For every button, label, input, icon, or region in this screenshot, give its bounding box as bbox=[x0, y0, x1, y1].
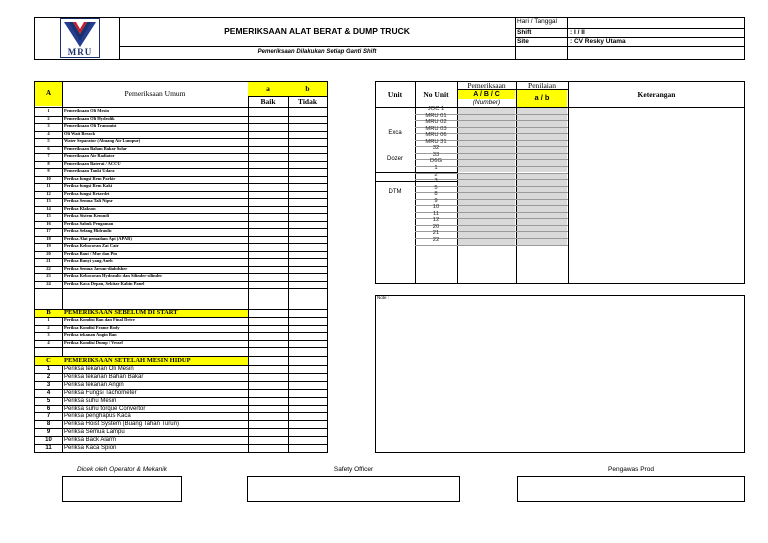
check-item-a-check-bad[interactable] bbox=[289, 252, 327, 259]
check-item-a-check-good[interactable] bbox=[249, 169, 287, 176]
check-item-c-check-good[interactable] bbox=[249, 390, 287, 397]
check-item-a-label: Periksa fungsi Retardet bbox=[64, 190, 110, 196]
check-item-a-label: Pemeriksaan Oli Mesin bbox=[64, 108, 109, 113]
check-item-a-check-good[interactable] bbox=[249, 259, 287, 266]
unit-number-label: JOC 1 bbox=[427, 106, 445, 112]
unit-number-label: MRU 31 bbox=[425, 138, 447, 145]
check-item-a-check-good[interactable] bbox=[249, 132, 287, 139]
document-title: PEMERIKSAAN ALAT BERAT & DUMP TRUCK bbox=[224, 26, 410, 36]
document-subtitle: Pemeriksaan Dilakukan Setiap Ganti Shift bbox=[257, 49, 377, 55]
check-item-a-label: Periksa Kebocoran Zat Cair bbox=[64, 243, 119, 248]
info-value-shift[interactable]: : I / II bbox=[570, 29, 585, 36]
check-item-a-number: 12 bbox=[46, 190, 51, 196]
check-item-b-check-bad[interactable] bbox=[289, 326, 327, 333]
right-col-line-4 bbox=[568, 81, 569, 284]
check-item-c-label: Periksa tekanan Angin bbox=[64, 381, 124, 388]
check-item-a-check-good[interactable] bbox=[249, 267, 287, 274]
check-item-a-label: Periksa Semua Tali Nipsr bbox=[64, 198, 113, 203]
check-item-b-number: 1 bbox=[47, 317, 50, 322]
check-item-a-label: Periksa Sistem Kemudi bbox=[64, 213, 109, 218]
section-b-top-line bbox=[34, 309, 328, 310]
unit-row-line bbox=[415, 245, 568, 246]
unit-number-label: MRU 02 bbox=[425, 119, 447, 126]
check-item-a-check-bad[interactable] bbox=[289, 154, 327, 161]
check-item-c-number: 7 bbox=[46, 413, 51, 420]
check-item-a-check-bad[interactable] bbox=[289, 267, 327, 274]
check-item-a-check-good[interactable] bbox=[249, 244, 287, 251]
unit-number-label: MRU 01 bbox=[425, 112, 447, 119]
check-item-a-check-bad[interactable] bbox=[289, 237, 327, 244]
no-unit-column-header: No Unit bbox=[423, 90, 449, 99]
check-item-a-check-bad[interactable] bbox=[289, 259, 327, 266]
check-item-a-number: 21 bbox=[46, 258, 51, 263]
signature-box-safety[interactable] bbox=[247, 476, 460, 502]
check-item-a-check-good[interactable] bbox=[249, 177, 287, 184]
check-item-c-number: 11 bbox=[45, 445, 52, 451]
unit-number-label: 2 bbox=[434, 171, 438, 178]
check-item-a-number: 23 bbox=[46, 273, 51, 278]
check-item-b-check-bad[interactable] bbox=[289, 341, 327, 348]
check-item-b-label: Periksa tekanan Angin Ban bbox=[64, 332, 117, 337]
check-item-a-number: 13 bbox=[46, 198, 51, 203]
check-item-a-check-bad[interactable] bbox=[289, 169, 327, 176]
info-divider bbox=[515, 17, 516, 60]
check-item-a-label: Pemeriksaan Baterai / ACCU bbox=[64, 160, 121, 166]
check-item-c-check-good[interactable] bbox=[249, 366, 287, 373]
check-item-a-label: Periksa Selang Hidraulic bbox=[64, 228, 113, 233]
check-item-a-number: 20 bbox=[46, 250, 51, 256]
check-item-a-label: Periksa Semua Jarum-diabdsher bbox=[64, 265, 128, 271]
check-item-a-number: 7 bbox=[47, 153, 50, 158]
unit-number-label: 10 bbox=[432, 204, 440, 211]
check-item-a-check-bad[interactable] bbox=[289, 184, 327, 191]
check-item-b-label: Periksa Kondisi Frame Body bbox=[64, 324, 120, 330]
check-item-c-check-good[interactable] bbox=[249, 429, 287, 436]
check-item-a-number: 14 bbox=[46, 205, 51, 211]
check-item-a-check-bad[interactable] bbox=[289, 244, 327, 251]
check-item-c-number: 6 bbox=[46, 405, 51, 412]
col-a-good-label: Baik bbox=[260, 97, 276, 106]
check-item-c-check-bad[interactable] bbox=[289, 429, 327, 436]
check-item-a-check-bad[interactable] bbox=[289, 139, 327, 146]
check-item-a-check-good[interactable] bbox=[249, 207, 287, 214]
check-item-a-number: 24 bbox=[46, 280, 51, 286]
signature-box-supervisor[interactable] bbox=[517, 476, 745, 502]
check-item-c-number: 4 bbox=[46, 389, 51, 396]
info-row-line-3 bbox=[515, 46, 745, 47]
check-item-a-check-good[interactable] bbox=[249, 229, 287, 236]
unit-group-label: Exca bbox=[388, 129, 402, 136]
section-a-label: A bbox=[45, 89, 52, 97]
check-item-a-label: Pemeriksaan Tanki Udara bbox=[64, 168, 115, 173]
check-item-a-check-bad[interactable] bbox=[289, 162, 327, 169]
check-item-a-check-good[interactable] bbox=[249, 252, 287, 259]
info-label-date: Hari / Tanggal bbox=[517, 18, 557, 25]
check-item-a-check-bad[interactable] bbox=[289, 117, 327, 124]
check-item-a-label: Pemeriksaan Bahan Bakar Solar bbox=[64, 145, 128, 151]
check-item-b-number: 4 bbox=[47, 339, 50, 345]
check-item-c-check-bad[interactable] bbox=[289, 366, 327, 373]
unit-number-label: D6G bbox=[430, 158, 442, 165]
check-item-a-check-bad[interactable] bbox=[289, 222, 327, 229]
section-c-title: PEMERIKSAAN SETELAH MESIN HIDUP bbox=[64, 357, 191, 364]
check-item-b-check-good[interactable] bbox=[249, 318, 287, 325]
check-item-a-check-good[interactable] bbox=[249, 274, 287, 281]
check-item-a-number: 18 bbox=[46, 235, 51, 241]
check-item-a-number: 9 bbox=[47, 168, 50, 173]
check-item-a-check-bad[interactable] bbox=[289, 147, 327, 154]
unit-group-label: DTM bbox=[388, 188, 402, 195]
check-item-c-line bbox=[34, 452, 328, 453]
rating-sub-header: a / b bbox=[534, 93, 550, 102]
check-item-c-check-bad[interactable] bbox=[289, 374, 327, 381]
check-item-c-label: Periksa suhu Mesin bbox=[64, 397, 117, 404]
unit-number-label: 9 bbox=[434, 197, 438, 204]
check-item-a-check-good[interactable] bbox=[249, 162, 287, 169]
check-item-a-label: Periksa Baut / Mur dan Pin bbox=[64, 250, 118, 256]
check-item-b-line bbox=[34, 347, 328, 348]
unit-group-label: Dozer bbox=[386, 155, 403, 162]
check-item-a-check-good[interactable] bbox=[249, 109, 287, 116]
check-item-c-check-bad[interactable] bbox=[289, 406, 327, 413]
check-item-a-number: 4 bbox=[47, 130, 50, 136]
check-item-c-number: 8 bbox=[46, 421, 51, 428]
check-item-c-label: Periksa penghapus Kaca bbox=[64, 413, 131, 420]
check-item-a-label: Oli Wait Breack bbox=[64, 130, 96, 136]
check-item-a-check-bad[interactable] bbox=[289, 109, 327, 116]
unit-column-header: Unit bbox=[387, 90, 403, 99]
col-b-bad-label: Tidak bbox=[297, 97, 318, 106]
check-item-c-number: 5 bbox=[46, 397, 51, 404]
check-item-c-label: Periksa Kaca Spion bbox=[64, 445, 117, 451]
check-item-c-number: 9 bbox=[46, 429, 51, 436]
check-item-a-number: 16 bbox=[46, 220, 51, 226]
check-item-c-number: 10 bbox=[45, 437, 52, 444]
unit-number-label: 3 bbox=[434, 178, 438, 185]
signature-label-safety: Safety Officer bbox=[333, 466, 374, 473]
section-c-label: C bbox=[46, 357, 51, 364]
check-item-c-check-good[interactable] bbox=[249, 421, 287, 428]
inspection-sub-header: A / B / C bbox=[473, 91, 500, 98]
check-item-b-number: 3 bbox=[47, 332, 50, 337]
check-item-a-check-good[interactable] bbox=[249, 214, 287, 221]
col-a-label: a bbox=[266, 84, 270, 93]
check-item-a-check-good[interactable] bbox=[249, 222, 287, 229]
info-row-line-1 bbox=[515, 28, 745, 29]
check-item-c-label: Periksa Hoist System (Buang Tahan Turun) bbox=[64, 421, 179, 428]
check-item-b-label: Periksa Kondisi Dump / Vessel bbox=[64, 339, 123, 345]
info-row-line-2 bbox=[515, 37, 745, 38]
check-item-a-check-good[interactable] bbox=[249, 147, 287, 154]
check-item-a-check-bad[interactable] bbox=[289, 132, 327, 139]
unit-number-label: 33 bbox=[432, 151, 440, 158]
check-item-c-check-bad[interactable] bbox=[289, 413, 327, 420]
check-item-a-check-bad[interactable] bbox=[289, 282, 327, 289]
check-item-c-label: Periksa tekanan Oli Mesin bbox=[64, 366, 134, 372]
unit-number-label: 32 bbox=[432, 145, 440, 152]
check-item-c-check-good[interactable] bbox=[249, 437, 287, 444]
check-item-b-check-good[interactable] bbox=[249, 326, 287, 333]
company-logo bbox=[60, 18, 100, 58]
unit-number-label: 11 bbox=[432, 210, 440, 217]
check-item-a-number: 19 bbox=[46, 243, 51, 248]
unit-number-label: MRU 06 bbox=[425, 132, 447, 139]
check-item-c-check-bad[interactable] bbox=[289, 421, 327, 428]
check-item-a-label: Periksa Kaca Depan, Sekitar Kabin Panel bbox=[64, 280, 145, 286]
check-item-a-label: Periksa fungsi Rem Kaki bbox=[64, 183, 113, 188]
check-item-b-check-good[interactable] bbox=[249, 341, 287, 348]
check-item-c-label: Periksa suhu torque Convertor bbox=[64, 405, 146, 412]
col-b-label: b bbox=[305, 84, 310, 93]
check-item-a-number: 6 bbox=[47, 145, 50, 151]
info-value-site[interactable]: : CV Resky Utama bbox=[570, 38, 626, 45]
check-item-c-check-good[interactable] bbox=[249, 398, 287, 405]
check-item-a-check-good[interactable] bbox=[249, 237, 287, 244]
unit-number-label: 5 bbox=[434, 184, 438, 191]
inspection-column-header: Pemeriksaan bbox=[467, 81, 506, 90]
info-label-shift: Shift bbox=[517, 29, 532, 36]
check-item-a-line bbox=[34, 288, 328, 289]
check-item-c-number: 1 bbox=[46, 366, 51, 372]
check-item-a-check-good[interactable] bbox=[249, 154, 287, 161]
rating-column-header: Penilaian bbox=[528, 81, 556, 90]
remarks-column-header: Keterangan bbox=[637, 90, 676, 99]
check-item-c-label: Periksa Back Alarm bbox=[64, 437, 117, 444]
unit-number-label: MRU 03 bbox=[425, 125, 447, 132]
check-item-c-check-bad[interactable] bbox=[289, 398, 327, 405]
check-item-a-check-bad[interactable] bbox=[289, 199, 327, 206]
general-inspection-heading: Pemeriksaan Umum bbox=[124, 89, 186, 98]
check-item-a-check-good[interactable] bbox=[249, 117, 287, 124]
check-item-c-check-good[interactable] bbox=[249, 374, 287, 381]
unit-number-label: 22 bbox=[432, 237, 440, 243]
info-label-divider bbox=[567, 17, 568, 60]
unit-number-label: 8 bbox=[434, 191, 438, 198]
check-item-a-label: Periksa Klakson bbox=[64, 205, 96, 211]
check-item-a-check-bad[interactable] bbox=[289, 177, 327, 184]
check-item-a-check-good[interactable] bbox=[249, 139, 287, 146]
logo-text: MRU bbox=[67, 47, 93, 57]
check-item-a-label: Periksa Alat pemadam Api (APAR) bbox=[64, 235, 132, 241]
check-item-c-check-bad[interactable] bbox=[289, 445, 327, 452]
check-item-c-label: Periksa Semua Lampu bbox=[64, 429, 125, 436]
check-item-c-check-good[interactable] bbox=[249, 406, 287, 413]
check-item-a-label: Periksa Sabuk Pengaman bbox=[64, 220, 114, 226]
check-item-c-label: Periksa Fungsi Tachometer bbox=[64, 389, 137, 396]
check-item-b-check-bad[interactable] bbox=[289, 333, 327, 340]
check-item-a-check-good[interactable] bbox=[249, 199, 287, 206]
check-item-a-check-bad[interactable] bbox=[289, 274, 327, 281]
signature-box-operator[interactable] bbox=[62, 476, 182, 502]
check-item-a-label: Periksa Bunyi yang Aneh bbox=[64, 258, 113, 263]
check-item-c-check-good[interactable] bbox=[249, 382, 287, 389]
check-item-c-check-bad[interactable] bbox=[289, 390, 327, 397]
check-item-a-label: Pemeriksaan Oli Hydrolik bbox=[64, 115, 115, 121]
check-item-a-label: Pemeriksaan Oli Transmisi bbox=[64, 123, 117, 128]
check-item-a-number: 2 bbox=[47, 115, 50, 121]
check-item-b-check-good[interactable] bbox=[249, 333, 287, 340]
unit-number-label: 12 bbox=[432, 217, 440, 224]
check-item-a-number: 1 bbox=[47, 108, 50, 113]
check-item-c-label: Periksa tekanan Bahan Bakar bbox=[64, 373, 144, 380]
check-item-b-number: 2 bbox=[47, 324, 50, 330]
check-item-a-label: Pemeriksaan Air Radiator bbox=[64, 153, 115, 158]
check-item-a-check-bad[interactable] bbox=[289, 124, 327, 131]
signature-label-operator: Dicek oleh Operator & Mekanik bbox=[77, 466, 167, 473]
check-item-c-number: 2 bbox=[46, 373, 51, 380]
section-c-top-line bbox=[34, 356, 328, 357]
check-item-b-label: Periksa Kondisi Ban dan Final Drive bbox=[64, 317, 135, 322]
check-item-a-check-bad[interactable] bbox=[289, 229, 327, 236]
check-item-a-check-good[interactable] bbox=[249, 124, 287, 131]
check-item-a-number: 10 bbox=[46, 175, 51, 181]
check-item-a-number: 22 bbox=[46, 265, 51, 271]
section-b-title: PEMERIKSAAN SEBELUM DI START bbox=[64, 309, 178, 316]
check-item-a-check-bad[interactable] bbox=[289, 192, 327, 199]
note-box[interactable] bbox=[375, 295, 745, 453]
check-item-c-check-good[interactable] bbox=[249, 445, 287, 452]
check-item-a-number: 5 bbox=[47, 138, 50, 143]
check-item-a-label: Periksa Kebocoran Hydraulic dan Silinder-silinder bbox=[64, 273, 163, 278]
check-item-a-number: 15 bbox=[46, 213, 51, 218]
check-item-a-check-good[interactable] bbox=[249, 282, 287, 289]
check-item-a-label: Periksa fungsi Rem Parkir bbox=[64, 175, 116, 181]
section-b-label: B bbox=[46, 309, 51, 316]
check-item-a-label: Water Separator (Abuang Air Lumpur) bbox=[64, 138, 141, 143]
check-item-a-number: 8 bbox=[47, 160, 50, 166]
check-item-a-check-bad[interactable] bbox=[289, 207, 327, 214]
unit-number-label: 1 bbox=[434, 164, 438, 171]
check-item-c-check-bad[interactable] bbox=[289, 437, 327, 444]
check-item-a-number: 17 bbox=[46, 228, 51, 233]
unit-number-label: 20 bbox=[432, 223, 440, 230]
check-item-a-check-good[interactable] bbox=[249, 184, 287, 191]
check-item-c-check-bad[interactable] bbox=[289, 382, 327, 389]
check-item-c-number: 3 bbox=[46, 381, 51, 388]
info-label-site: Site bbox=[517, 38, 529, 45]
inspection-number-note: (Number) bbox=[472, 99, 501, 106]
check-item-a-number: 3 bbox=[47, 123, 50, 128]
check-item-a-number: 11 bbox=[46, 183, 51, 188]
check-item-a-check-good[interactable] bbox=[249, 192, 287, 199]
check-item-c-check-good[interactable] bbox=[249, 413, 287, 420]
signature-label-supervisor: Pengawas Prod bbox=[608, 466, 654, 473]
check-item-b-check-bad[interactable] bbox=[289, 318, 327, 325]
unit-number-label: 21 bbox=[432, 230, 440, 237]
note-label: Note : bbox=[377, 295, 390, 300]
check-item-a-check-bad[interactable] bbox=[289, 214, 327, 221]
subtitle-line bbox=[119, 46, 515, 47]
